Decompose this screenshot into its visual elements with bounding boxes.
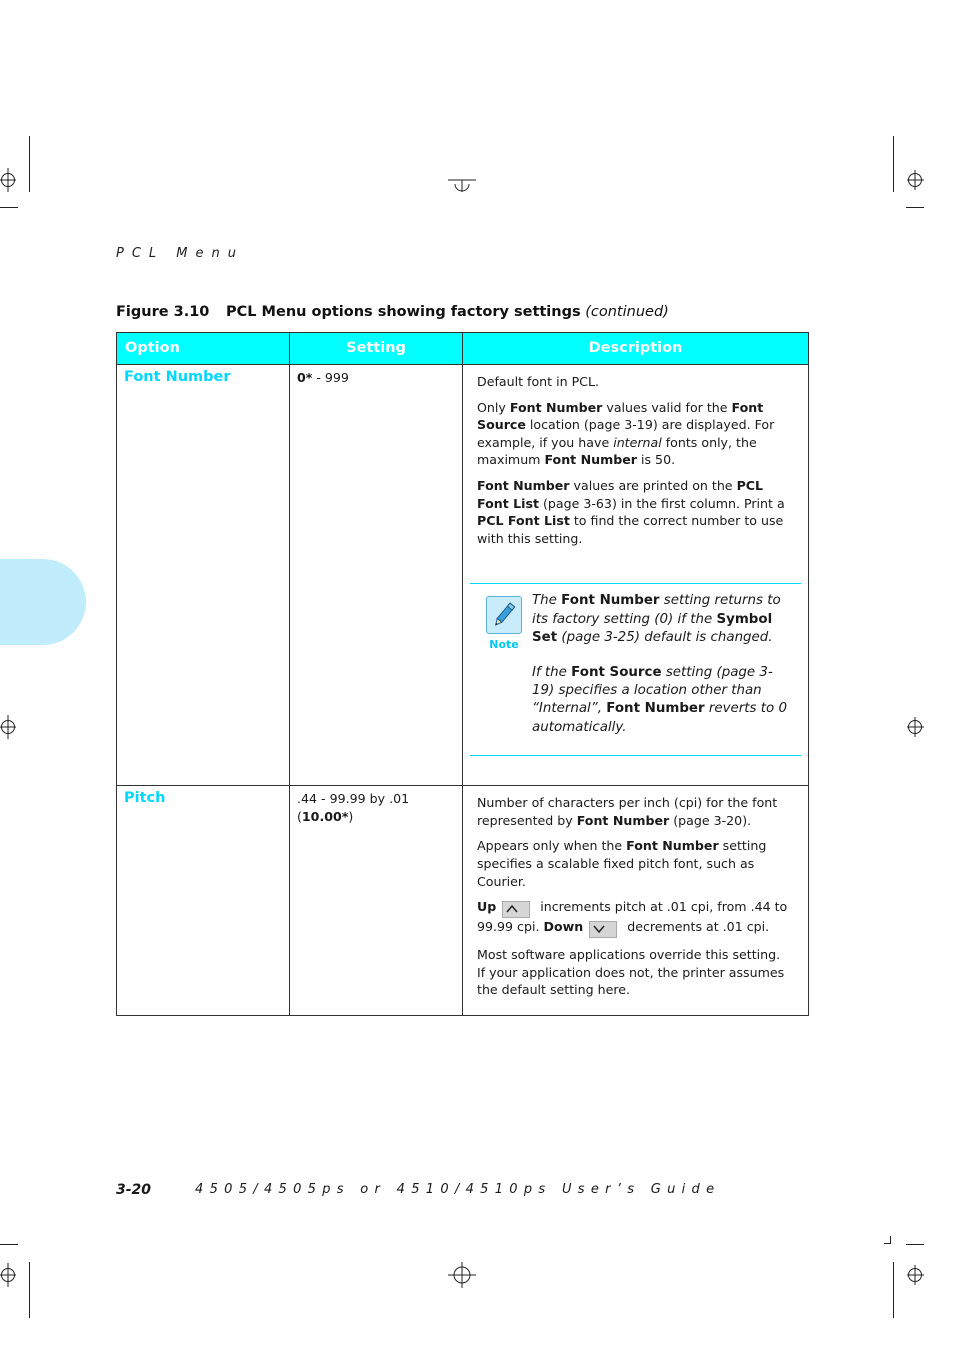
description-pitch	[463, 786, 809, 1016]
running-head: PCL Menu	[116, 246, 244, 261]
setting-font-number	[290, 365, 463, 786]
reg-mark-left-mid	[0, 715, 16, 739]
note-label: Note	[489, 638, 519, 652]
note-paragraph: If the Font Source setting (page 3-19) specifies a location other than “Internal”, Font Number reverts to 0 automatically.	[532, 664, 787, 735]
reg-mark-right-bottom	[907, 1265, 924, 1285]
header-description: Description	[463, 333, 809, 365]
setting-default: (10.00*)	[297, 808, 354, 824]
desc-paragraph: Font Number values are printed on the PCL Font List (page 3-63) in the first column. Print a PCL Font List to find the correct number to use with this setting.	[477, 477, 785, 546]
reg-mark-left-top	[0, 168, 16, 192]
header-option: Option	[117, 333, 290, 365]
up-arrow-button-icon	[502, 901, 530, 918]
reg-mark-left-bottom	[0, 1263, 16, 1287]
table-row	[117, 786, 809, 1016]
setting-pitch	[290, 786, 463, 1016]
pcl-options-table	[116, 332, 809, 1016]
header-setting: Setting	[290, 333, 463, 365]
desc-paragraph: Only Font Number values valid for the Font Source location (page 3-19) are displayed. For example, if you have internal fonts only, the maximum Font Number is 50.	[477, 399, 775, 468]
setting-range: - 999	[312, 370, 349, 385]
note-block	[470, 583, 801, 756]
down-arrow-button-icon	[589, 921, 617, 938]
reg-mark-right-top	[907, 170, 924, 190]
desc-paragraph: Most software applications override this setting. If your application does not, the printer assumes the default setting here.	[477, 947, 785, 998]
figure-number: Figure 3.10	[116, 304, 210, 320]
setting-default-value: 0*	[297, 370, 313, 385]
desc-paragraph: Appears only when the Font Number setting specifies a scalable fixed pitch font, such as Courier.	[477, 838, 767, 889]
description-font-number	[463, 365, 809, 786]
desc-paragraph: Default font in PCL.	[477, 374, 599, 389]
option-font-number: Font Number	[117, 365, 290, 786]
pencil-icon	[486, 596, 522, 634]
desc-paragraph: Number of characters per inch (cpi) for the font represented by Font Number (page 3-20).	[477, 795, 778, 828]
desc-paragraph: Up increments pitch at .01 cpi, from .44 to 99.99 cpi. Down decrements at .01 cpi.	[477, 898, 791, 938]
note-icon-wrap	[476, 592, 532, 737]
option-pitch: Pitch	[117, 786, 290, 1016]
table-header-row	[117, 333, 809, 365]
figure-suffix: (continued)	[585, 304, 669, 320]
reg-mark-bottom-center	[448, 1262, 476, 1288]
note-text	[532, 592, 791, 737]
reg-mark-top-center	[448, 180, 476, 192]
reg-mark-right-mid	[907, 717, 924, 737]
figure-caption	[116, 304, 669, 320]
figure-title: PCL Menu options showing factory settings	[226, 304, 581, 320]
table-row	[117, 365, 809, 786]
setting-range: .44 - 99.99 by .01	[297, 791, 410, 807]
footer-page-number: 3-20	[116, 1182, 152, 1198]
note-paragraph: The Font Number setting returns to its factory setting (0) if the Symbol Set (page 3-25) default is changed.	[532, 593, 781, 646]
footer-guide-title: 4505/4505ps or 4510/4510ps User’s Guide	[195, 1182, 721, 1197]
